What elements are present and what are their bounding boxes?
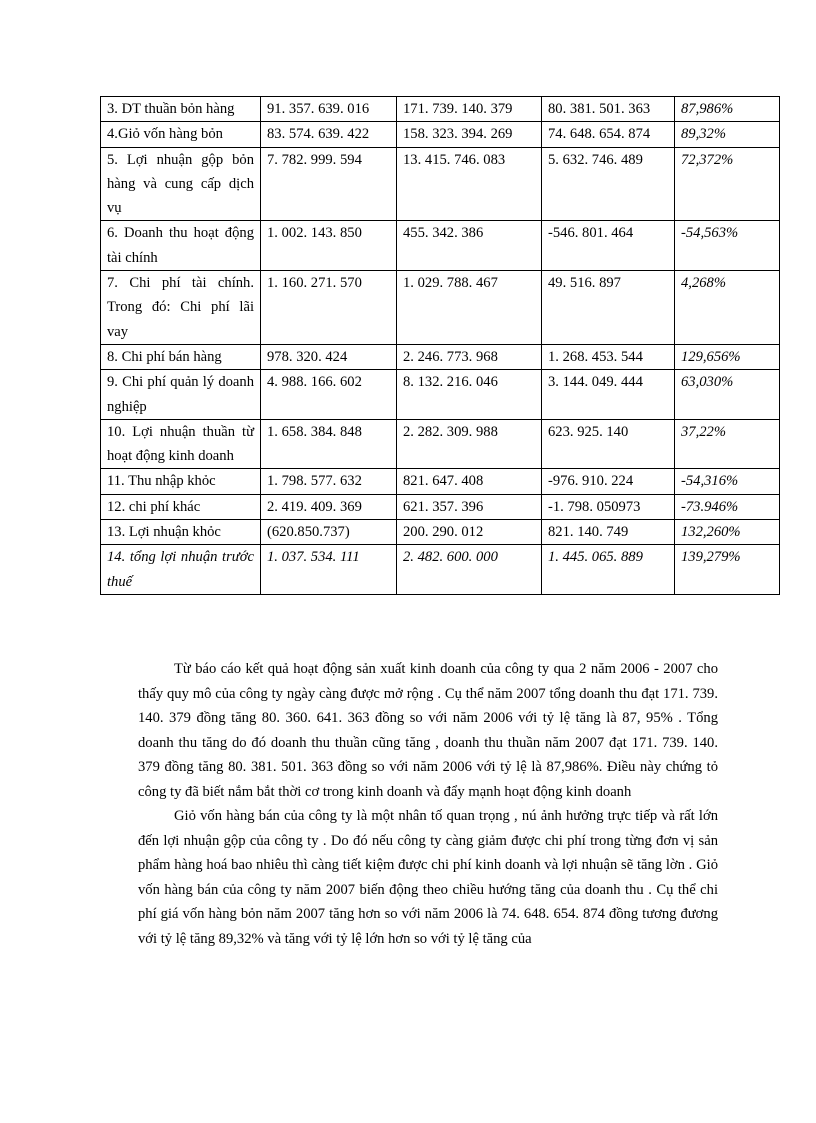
value-percent: -73.946% bbox=[675, 494, 780, 519]
table-row bbox=[101, 520, 780, 545]
value-2007: 1. 029. 788. 467 bbox=[397, 271, 542, 345]
value-difference: 1. 445. 065. 889 bbox=[542, 545, 675, 595]
value-2006: 7. 782. 999. 594 bbox=[261, 147, 397, 221]
row-label: 4.Giỏ vốn hàng bỏn bbox=[101, 122, 261, 147]
value-2007: 2. 482. 600. 000 bbox=[397, 545, 542, 595]
value-2007: 171. 739. 140. 379 bbox=[397, 97, 542, 122]
row-label: 13. Lợi nhuận khỏc bbox=[101, 520, 261, 545]
value-2006: 1. 160. 271. 570 bbox=[261, 271, 397, 345]
row-label: 11. Thu nhập khỏc bbox=[101, 469, 261, 494]
paragraph: Từ báo cáo kết quả hoạt động sản xuất kinh doanh của công ty qua 2 năm 2006 - 2007 cho thấy quy mô của công ty ngày càng được mở rộng . Cụ thể năm 2007 tổng doanh thu đạt 171. 739. 140. 379 đồng tăng 80. 360. 641. 363 đồng so với năm 2006 với tỷ lệ tăng là 87, 95% . Tổng doanh thu tăng do đó doanh thu thuần cũng tăng , doanh thu thuần năm 2007 đạt 171. 739. 140. 379 đồng tăng 80. 381. 501. 363 đồng so với năm 2006 với tỷ lệ là 87,986%. Điều này chứng tỏ công ty đã biết nắm bắt thời cơ trong kinh doanh và đẩy mạnh hoạt động kinh doanh bbox=[138, 661, 718, 800]
table-row bbox=[101, 419, 780, 469]
row-label: 3. DT thuần bỏn hàng bbox=[101, 97, 261, 122]
value-2006: 1. 037. 534. 111 bbox=[261, 545, 397, 595]
table-row bbox=[101, 271, 780, 345]
value-percent: 89,32% bbox=[675, 122, 780, 147]
value-2007: 2. 282. 309. 988 bbox=[397, 419, 542, 469]
row-label: 7. Chi phí tài chính. Trong đó: Chi phí lãi vay bbox=[101, 271, 261, 345]
value-difference: 3. 144. 049. 444 bbox=[542, 370, 675, 420]
business-results-table bbox=[100, 96, 780, 595]
value-difference: 5. 632. 746. 489 bbox=[542, 147, 675, 221]
row-label: 14. tổng lợi nhuận trước thuế bbox=[101, 545, 261, 595]
value-difference: 74. 648. 654. 874 bbox=[542, 122, 675, 147]
value-2007: 8. 132. 216. 046 bbox=[397, 370, 542, 420]
row-label: 12. chi phí khác bbox=[101, 494, 261, 519]
row-label: 5. Lợi nhuận gộp bỏn hàng và cung cấp dịch vụ bbox=[101, 147, 261, 221]
value-2007: 455. 342. 386 bbox=[397, 221, 542, 271]
value-percent: 132,260% bbox=[675, 520, 780, 545]
value-2007: 821. 647. 408 bbox=[397, 469, 542, 494]
table-row bbox=[101, 122, 780, 147]
table-row bbox=[101, 469, 780, 494]
value-2007: 621. 357. 396 bbox=[397, 494, 542, 519]
value-difference: 821. 140. 749 bbox=[542, 520, 675, 545]
value-difference: -1. 798. 050973 bbox=[542, 494, 675, 519]
value-2007: 158. 323. 394. 269 bbox=[397, 122, 542, 147]
table-row bbox=[101, 344, 780, 369]
value-2007: 2. 246. 773. 968 bbox=[397, 344, 542, 369]
value-2006: 4. 988. 166. 602 bbox=[261, 370, 397, 420]
value-percent: -54,563% bbox=[675, 221, 780, 271]
table-row bbox=[101, 147, 780, 221]
row-label: 10. Lợi nhuận thuần từ hoạt động kinh doanh bbox=[101, 419, 261, 469]
value-difference: 49. 516. 897 bbox=[542, 271, 675, 345]
value-percent: 129,656% bbox=[675, 344, 780, 369]
value-difference: 80. 381. 501. 363 bbox=[542, 97, 675, 122]
value-difference: -546. 801. 464 bbox=[542, 221, 675, 271]
value-2006: 83. 574. 639. 422 bbox=[261, 122, 397, 147]
value-percent: 37,22% bbox=[675, 419, 780, 469]
value-2006: (620.850.737) bbox=[261, 520, 397, 545]
value-percent: 139,279% bbox=[675, 545, 780, 595]
row-label: 9. Chi phí quản lý doanh nghiệp bbox=[101, 370, 261, 420]
value-2006: 91. 357. 639. 016 bbox=[261, 97, 397, 122]
value-percent: 63,030% bbox=[675, 370, 780, 420]
value-2007: 200. 290. 012 bbox=[397, 520, 542, 545]
table-body bbox=[101, 97, 780, 595]
value-difference: 623. 925. 140 bbox=[542, 419, 675, 469]
table-row-total bbox=[101, 545, 780, 595]
value-percent: 87,986% bbox=[675, 97, 780, 122]
analysis-text bbox=[138, 657, 718, 951]
paragraph: Giỏ vốn hàng bán của công ty là một nhân tố quan trọng , nú ảnh hưởng trực tiếp và rất lớn đến lợi nhuận gộp của công ty . Do đó nếu công ty càng giảm được chi phí trong từng đơn vị sản phẩm hàng hoá bao nhiêu thì càng tiết kiệm được chi phí kinh doanh và lợi nhuận sẽ tăng lờn . Giỏ vốn hàng bán của công ty năm 2007 biến động theo chiều hướng tăng của doanh thu . Cụ thể chi phí giá vốn hàng bỏn năm 2007 tăng hơn so với năm 2006 là 74. 648. 654. 874 đồng tương đương với tỷ lệ tăng 89,32% và tăng với tỷ lệ lớn hơn so với tỷ lệ tăng của bbox=[138, 808, 718, 947]
table-row bbox=[101, 370, 780, 420]
value-percent: -54,316% bbox=[675, 469, 780, 494]
table-row bbox=[101, 97, 780, 122]
value-difference: -976. 910. 224 bbox=[542, 469, 675, 494]
value-percent: 72,372% bbox=[675, 147, 780, 221]
row-label: 8. Chi phí bán hàng bbox=[101, 344, 261, 369]
value-2006: 1. 658. 384. 848 bbox=[261, 419, 397, 469]
table-row bbox=[101, 221, 780, 271]
value-2006: 2. 419. 409. 369 bbox=[261, 494, 397, 519]
row-label: 6. Doanh thu hoạt động tài chính bbox=[101, 221, 261, 271]
value-2006: 1. 798. 577. 632 bbox=[261, 469, 397, 494]
value-difference: 1. 268. 453. 544 bbox=[542, 344, 675, 369]
value-2006: 978. 320. 424 bbox=[261, 344, 397, 369]
value-2006: 1. 002. 143. 850 bbox=[261, 221, 397, 271]
value-2007: 13. 415. 746. 083 bbox=[397, 147, 542, 221]
table-row bbox=[101, 494, 780, 519]
value-percent: 4,268% bbox=[675, 271, 780, 345]
